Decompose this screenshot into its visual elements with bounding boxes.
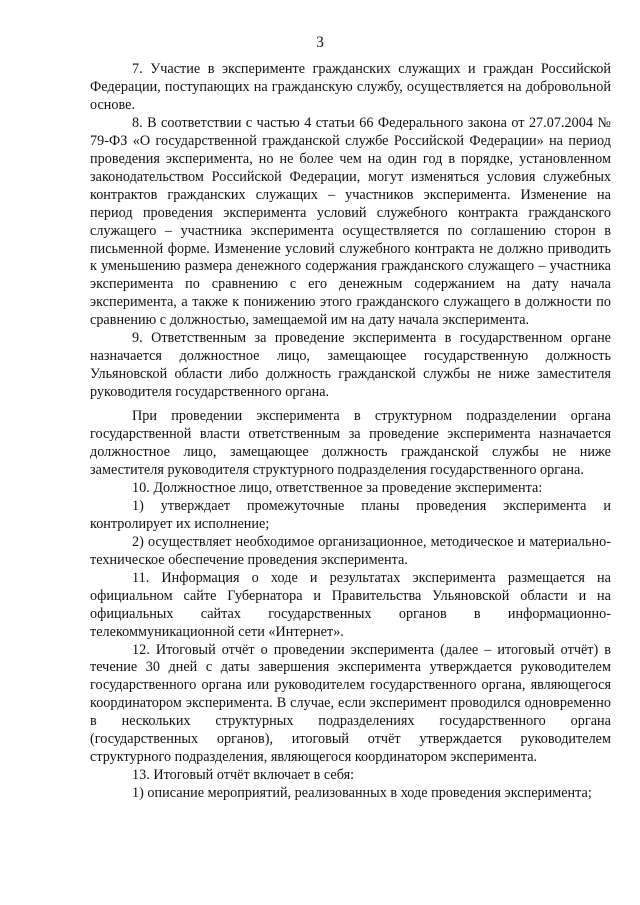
paragraph-10: 10. Должностное лицо, ответственное за проведение эксперимента: — [132, 479, 543, 496]
document-body — [90, 61, 611, 803]
paragraph-13-item-1: 1) описание мероприятий, реализованных в ходе проведения эксперимента; — [132, 785, 592, 802]
paragraph-8: 8. В соответствии с частью 4 статьи 66 Федерального закона от 27.07.2004 № 79-ФЗ «О государственной гражданской службе Российской Федерации» на период проведения эксперимента, но не более чем на один год в порядке, установленном законодательством Российской Федерации, могут изменяться условия служебных контрактов гражданских служащих – участников эксперимента. Изменение на период проведения эксперимента условий служебного контракта гражданского служащего – участника эксперимента осуществляется по соглашению сторон в письменной форме. Изменение условий служебного контракта не должно приводить к уменьшению размера денежного содержания гражданского служащего – участника эксперимента по сравнению с его денежным содержанием на дату начала эксперимента, а также к понижению этого гражданского служащего в должности по сравнению с должностью, замещаемой им на дату начала эксперимента. — [90, 114, 611, 329]
paragraph-9-continued: При проведении эксперимента в структурном подразделении органа государственной власти ответственным за проведение эксперимента назначается должностное лицо, замещающее должность гражданской службы не ниже заместителя руководителя структурного подразделения государственного органа. — [90, 408, 611, 478]
paragraph-9: 9. Ответственным за проведение эксперимента в государственном органе назначается должностное лицо, замещающее государственную должность Ульяновской области либо должность гражданской службы не ниже заместителя руководителя государственного органа. — [90, 330, 611, 401]
page-number: 3 — [316, 34, 324, 51]
paragraph-13: 13. Итоговый отчёт включает в себя: — [132, 767, 355, 784]
paragraph-10-item-1: 1) утверждает промежуточные планы проведения эксперимента и контролирует их исполнение; — [90, 497, 611, 532]
paragraph-7: 7. Участие в эксперименте гражданских служащих и граждан Российской Федерации, поступающих на гражданскую службу, осуществляется на добровольной основе. — [90, 61, 611, 113]
paragraph-11: 11. Информация о ходе и результатах эксперимента размещается на официальном сайте Губернатора и Правительства Ульяновской области и на официальных сайтах государственных органов в информационно-телекоммуникационной сети «Интернет». — [90, 569, 611, 640]
paragraph-12: 12. Итоговый отчёт о проведении эксперимента (далее – итоговый отчёт) в течение 30 дней с даты завершения эксперимента утверждается руководителем государственного органа или руководителем государственного органа, являющегося координатором эксперимента. В случае, если эксперимент проводился одновременно в нескольких структурных подразделениях государственного органа (государственных органов), итоговый отчёт утверждается руководителем структурного подразделения, являющегося координатором эксперимента. — [90, 641, 611, 766]
paragraph-10-item-2: 2) осуществляет необходимое организационное, методическое и материально-техническое обеспечение проведения эксперимента. — [90, 533, 611, 568]
